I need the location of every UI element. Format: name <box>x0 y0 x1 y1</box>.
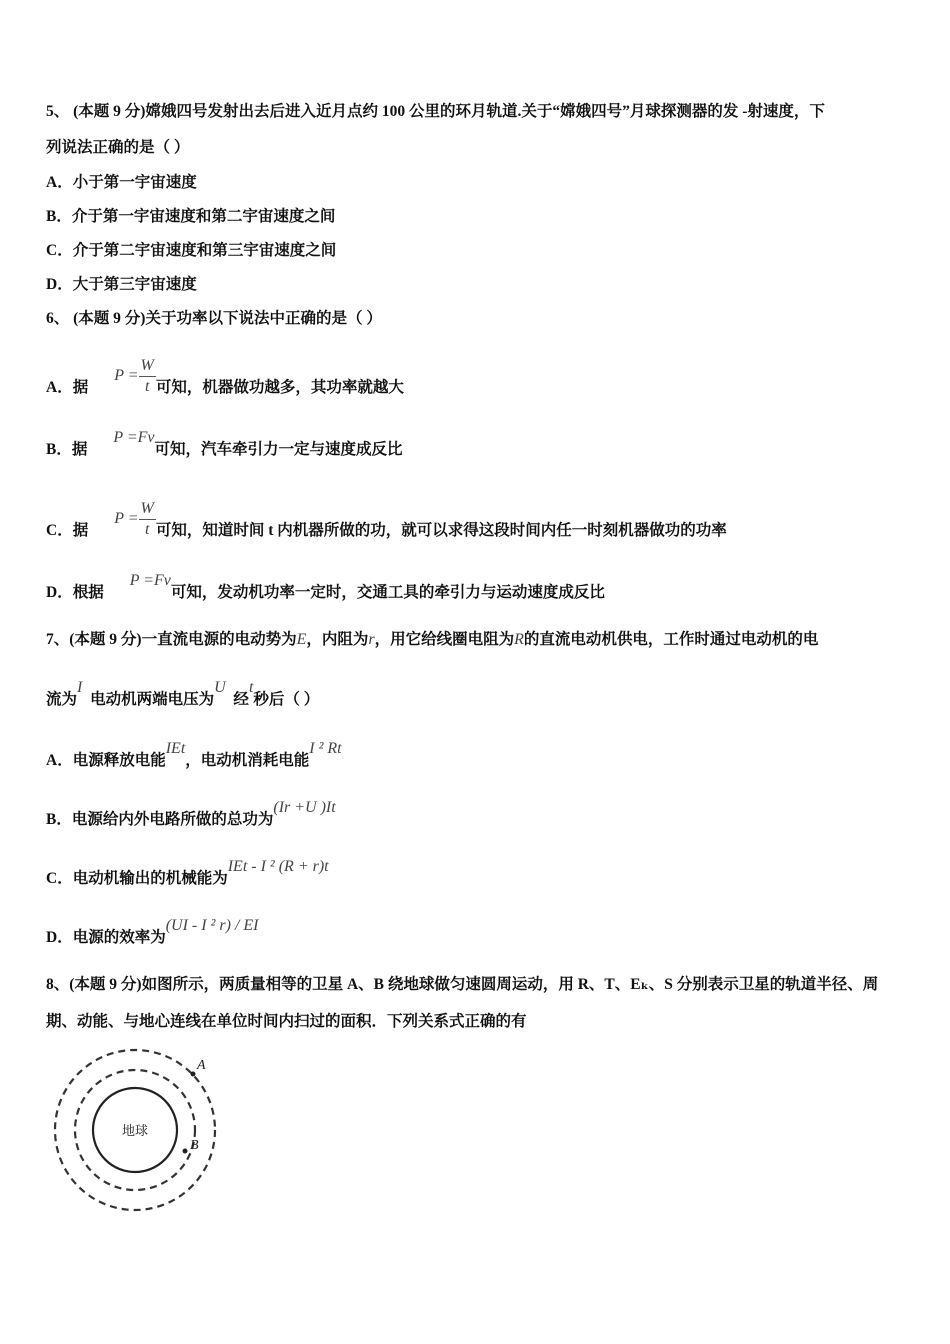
option-text: 电源的效率为 <box>72 929 166 946</box>
option-text: 大于第三宇宙速度 <box>72 276 197 293</box>
option-label: B． <box>46 208 72 225</box>
option-label: D． <box>46 276 73 293</box>
q5-option-d <box>46 275 197 295</box>
symbol-u: U <box>214 679 226 696</box>
formula: (UI - I ² r) / EI <box>165 917 259 934</box>
text: 流为 <box>46 691 78 708</box>
option-text: 可知，汽车牵引力一定与速度成反比 <box>154 441 403 458</box>
numerator: W <box>139 356 156 377</box>
option-text: ，电动机消耗电能 <box>185 752 310 769</box>
formula: P =Fv <box>129 572 171 589</box>
q7-stem-line1 <box>46 630 818 650</box>
q6-option-c <box>46 500 727 552</box>
q5-stem-line2: 列说法正确的是（ ） <box>46 139 190 156</box>
earth-label: 地球 <box>121 1124 149 1139</box>
q7-option-c <box>46 858 329 889</box>
option-text: 电动机输出的机械能为 <box>72 870 228 887</box>
option-text: 可知，机器做功越多，其功率就越大 <box>155 379 404 397</box>
option-label: B． <box>46 441 72 458</box>
text: 秒后（ ） <box>253 691 320 708</box>
denominator: t <box>144 378 150 395</box>
text: ，用它给线圈电阻为 <box>374 631 515 648</box>
q6-option-d <box>46 572 605 603</box>
formula: P = <box>114 510 139 528</box>
option-text: 电源释放电能 <box>72 752 166 769</box>
option-label: C． <box>46 870 73 887</box>
orbit-diagram <box>52 1043 222 1218</box>
denominator: t <box>144 521 150 538</box>
q5-option-a <box>46 173 197 193</box>
formula: P =Fv <box>113 429 155 446</box>
formula: P = <box>114 367 139 385</box>
satellite-b <box>183 1149 188 1154</box>
formula: IEt <box>165 740 186 757</box>
q8-stem-line2: 期、动能、与地心连线在单位时间内扫过的面积．下列关系式正确的有 <box>46 1013 527 1030</box>
q7-option-b <box>46 799 336 830</box>
q7-option-a <box>46 740 342 771</box>
option-prefix: 据 <box>72 379 89 397</box>
option-label: C． <box>46 522 73 540</box>
option-prefix: 根据 <box>72 584 104 601</box>
option-label: A． <box>46 379 73 397</box>
q6-option-a <box>46 357 404 409</box>
q5-stem-line1: 5、 (本题 9 分)嫦娥四号发射出去后进入近月点约 100 公里的环月轨道.关于“嫦娥四号”月球探测器的发 -射速度，下 <box>46 103 825 120</box>
option-prefix: 据 <box>71 441 88 458</box>
text: ，内阻为 <box>306 631 369 648</box>
text: 电动机两端电压为 <box>90 691 215 708</box>
q5-option-c <box>46 241 336 261</box>
numerator: W <box>139 499 156 520</box>
formula: (Ir +U )It <box>273 799 336 816</box>
q6-option-b <box>46 429 403 460</box>
symbol-i: I <box>77 679 83 696</box>
option-label: B． <box>46 811 72 828</box>
satellite-b-label: B <box>190 1138 199 1153</box>
symbol-t: t <box>248 679 254 696</box>
q8-stem-line1: 8、(本题 9 分)如图所示，两质量相等的卫星 A、B 绕地球做匀速圆周运动，用 R、T、Eₖ、S 分别表示卫星的轨道半径、周 <box>46 976 879 993</box>
option-label: D． <box>46 584 73 601</box>
symbol-r: r <box>368 631 375 648</box>
fraction <box>139 356 156 397</box>
fraction <box>139 499 156 540</box>
satellite-a <box>191 1072 196 1077</box>
option-prefix: 据 <box>72 522 89 540</box>
q7-option-d <box>46 917 259 948</box>
option-label: A． <box>46 174 73 191</box>
option-label: D． <box>46 929 73 946</box>
option-label: A． <box>46 752 73 769</box>
symbol-big-r: R <box>514 631 524 648</box>
text: 的直流电动机供电，工作时通过电动机的电 <box>523 631 819 648</box>
q7-stem-line2 <box>46 679 320 710</box>
symbol-e: E <box>296 631 307 648</box>
satellite-a-label: A <box>197 1058 206 1073</box>
option-text: 介于第一宇宙速度和第二宇宙速度之间 <box>71 208 336 225</box>
formula: I ² Rt <box>309 740 342 757</box>
q5-option-b <box>46 207 335 227</box>
q6-stem: 6、 (本题 9 分)关于功率以下说法中正确的是（ ） <box>46 310 382 327</box>
text: 经 <box>233 691 249 708</box>
text: 7、(本题 9 分)一直流电源的电动势为 <box>46 631 297 648</box>
option-text: 小于第一宇宙速度 <box>72 174 197 191</box>
option-text: 可知，发动机功率一定时，交通工具的牵引力与运动速度成反比 <box>170 584 605 601</box>
option-text: 可知，知道时间 t 内机器所做的功，就可以求得这段时间内任一时刻机器做功的功率 <box>155 522 727 540</box>
formula: IEt - I ² (R + r)t <box>227 858 329 875</box>
option-text: 介于第二宇宙速度和第三宇宙速度之间 <box>72 242 337 259</box>
option-text: 电源给内外电路所做的总功为 <box>71 811 274 828</box>
option-label: C． <box>46 242 73 259</box>
